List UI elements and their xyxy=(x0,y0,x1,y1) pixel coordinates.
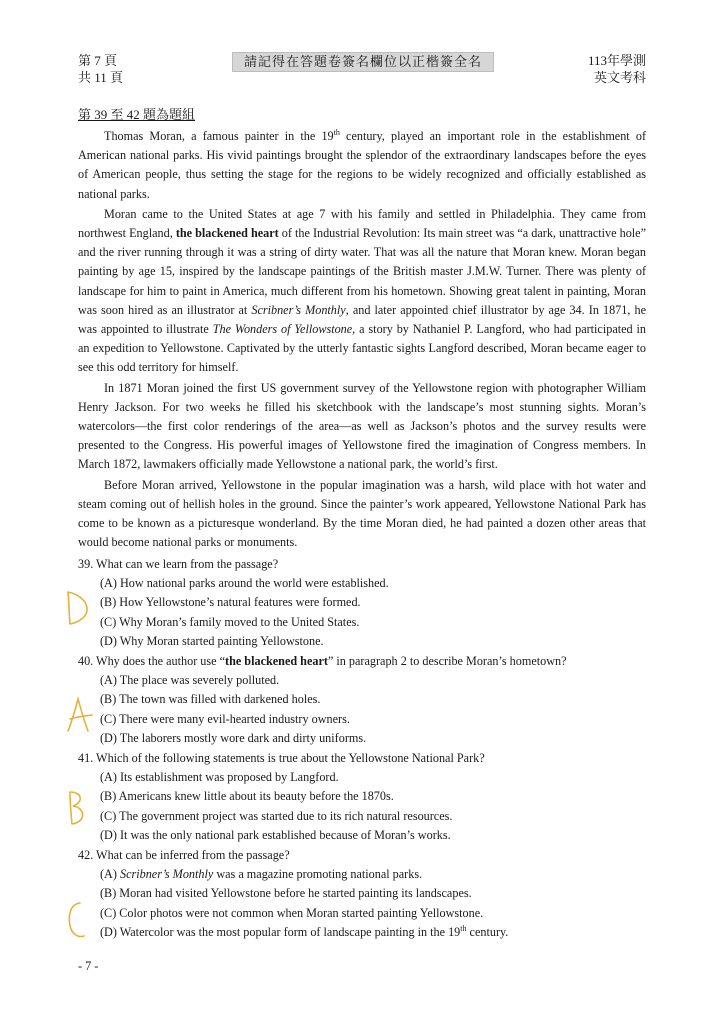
paragraph-3: In 1871 Moran joined the first US government survey of the Yellowstone region with photographer William Henry Jackson. For two weeks he filled his sketchbook with the landscape’s most stunning sights. Moran’s watercolors—the first color renderings of the area—as well as Jackson’s photos and the survey results were presented to the Congress. His powerful images of Yellowstone fired the imagination of Congress members. In March 1872, lawmakers officially made Yellowstone a national park, the world’s first. xyxy=(78,380,646,472)
question-42 xyxy=(78,846,646,942)
paragraph-2-text-cont2: , and later appointed chief illustrator by age 34. In 1871, he was appointed to illustrate xyxy=(78,302,646,337)
option-a xyxy=(100,865,646,884)
option-d: (D) It was the only national park established because of Moran’s works. xyxy=(100,827,451,842)
option-b: (B) Americans knew little about its beauty before the 1870s. xyxy=(100,789,394,804)
current-page-label: 第 7 頁 xyxy=(78,53,118,68)
paragraph-2-text-cont3: a story by Nathaniel P. Langford, who had participated in an expedition to Yellowstone. Captivated by the utterly fantastic sights Langford described, Moran became eager to see this odd territory for himself. xyxy=(78,322,646,375)
question-stem: 39. What can we learn from the passage? xyxy=(78,557,279,571)
handwritten-answer-41 xyxy=(62,788,96,828)
question-stem-text-cont: ” in paragraph 2 to describe Moran’s hometown? xyxy=(327,654,567,669)
handwritten-c-mark xyxy=(62,898,96,938)
option-d xyxy=(100,923,646,942)
question-stem-text: 40. Why does the author use “ xyxy=(78,654,226,669)
handwritten-a-mark xyxy=(62,695,96,735)
paragraph-1-text-cont: century, played an important role in the establishment of American national parks. His vivid paintings brought the splendor of the extraordinary landscapes before the eyes of American people, thus setting the stage for the regions to be widely recognized and officially established as national parks. xyxy=(78,129,647,201)
question-stem: 41. Which of the following statements is true about the Yellowstone National Park? xyxy=(78,751,485,766)
option-c: (C) Why Moran’s family moved to the United States. xyxy=(100,614,360,629)
page-info xyxy=(78,52,123,86)
option-b: (B) How Yellowstone’s natural features were formed. xyxy=(100,595,361,610)
question-list xyxy=(78,555,646,942)
highlighted-phrase: the blackened heart xyxy=(225,654,328,669)
option-text-cont: century. xyxy=(466,924,509,939)
paragraph-2-text-cont: of the Industrial Revolution: Its main street was “a dark, unattractive hole” and the river running through it was a string of dirty water. That was all the nature that Moran knew. Moran began painting by age 15, inspired by the landscape paintings of the British master J.M.W. Turner. There was plenty of landscape for him to paint in America, much different from his hometown. Showing great talent in painting, Moran was soon hired as an illustrator at xyxy=(78,226,646,317)
handwritten-answer-39 xyxy=(62,588,96,628)
option-c: (C) The government project was started due to its rich natural resources. xyxy=(100,808,453,823)
option-b: (B) Moran had visited Yellowstone before he started painting its landscapes. xyxy=(100,886,472,901)
option-text: (D) Watercolor was the most popular form of landscape painting in the 19 xyxy=(100,924,461,939)
superscript: th xyxy=(460,923,467,933)
paragraph-2-text: Moran came to the United States at age 7 with his family and settled in Philadelphia. They came from northwest England, xyxy=(78,206,646,241)
reading-passage xyxy=(78,127,646,552)
option-text: was a magazine promoting national parks. xyxy=(213,867,423,882)
handwritten-b-mark xyxy=(62,788,96,828)
magazine-title: Scribner’s Monthly xyxy=(119,867,214,882)
paragraph-4: Before Moran arrived, Yellowstone in the popular imagination was a harsh, wild place with hot water and steam coming out of hellish holes in the ground. Since the painter’s work appeared, Yellowstone National Park has come to be known as a picturesque wonderland. By the time Moran died, he had painted a dozen other areas that would become national parks or monuments. xyxy=(78,477,646,550)
exam-year-label: 113年學測 xyxy=(587,53,646,68)
book-title: The Wonders of Yellowstone, xyxy=(212,322,356,337)
section-title: 第 39 至 42 題為題組 xyxy=(78,107,196,122)
question-stem: 42. What can be inferred from the passage? xyxy=(78,848,290,863)
option-b: (B) The town was filled with darkened holes. xyxy=(100,692,321,707)
option-a: (A) How national parks around the world were established. xyxy=(100,576,389,591)
option-d: (D) Why Moran started painting Yellowstone. xyxy=(100,633,324,648)
paragraph-2 xyxy=(78,205,646,378)
option-letter: (A) xyxy=(100,867,120,882)
total-pages-label: 共 11 頁 xyxy=(78,70,124,85)
superscript: th xyxy=(333,127,340,137)
option-a: (A) Its establishment was proposed by Langford. xyxy=(100,770,339,785)
page-number: - 7 - xyxy=(78,959,99,973)
subject-label: 英文考科 xyxy=(593,70,646,85)
handwritten-answer-40 xyxy=(62,695,96,735)
option-c: (C) There were many evil-hearted industry owners. xyxy=(100,711,350,726)
question-stem xyxy=(78,652,646,671)
option-a: (A) The place was severely polluted. xyxy=(100,673,280,688)
question-39 xyxy=(78,555,646,651)
signature-notice-banner: 請記得在答題卷簽名欄位以正楷簽全名 xyxy=(232,52,494,72)
exam-info xyxy=(588,52,646,86)
option-c: (C) Color photos were not common when Moran started painting Yellowstone. xyxy=(100,905,484,920)
magazine-title: Scribner’s Monthly xyxy=(251,302,346,317)
question-40 xyxy=(78,652,646,748)
handwritten-d-mark xyxy=(62,588,96,628)
paragraph-1-text: Thomas Moran, a famous painter in the 19 xyxy=(104,129,334,143)
paragraph-1 xyxy=(78,127,646,204)
handwritten-answer-42 xyxy=(62,898,96,938)
question-41 xyxy=(78,749,646,845)
option-d: (D) The laborers mostly wore dark and dirty uniforms. xyxy=(100,730,367,745)
highlighted-phrase: the blackened heart xyxy=(175,226,279,241)
